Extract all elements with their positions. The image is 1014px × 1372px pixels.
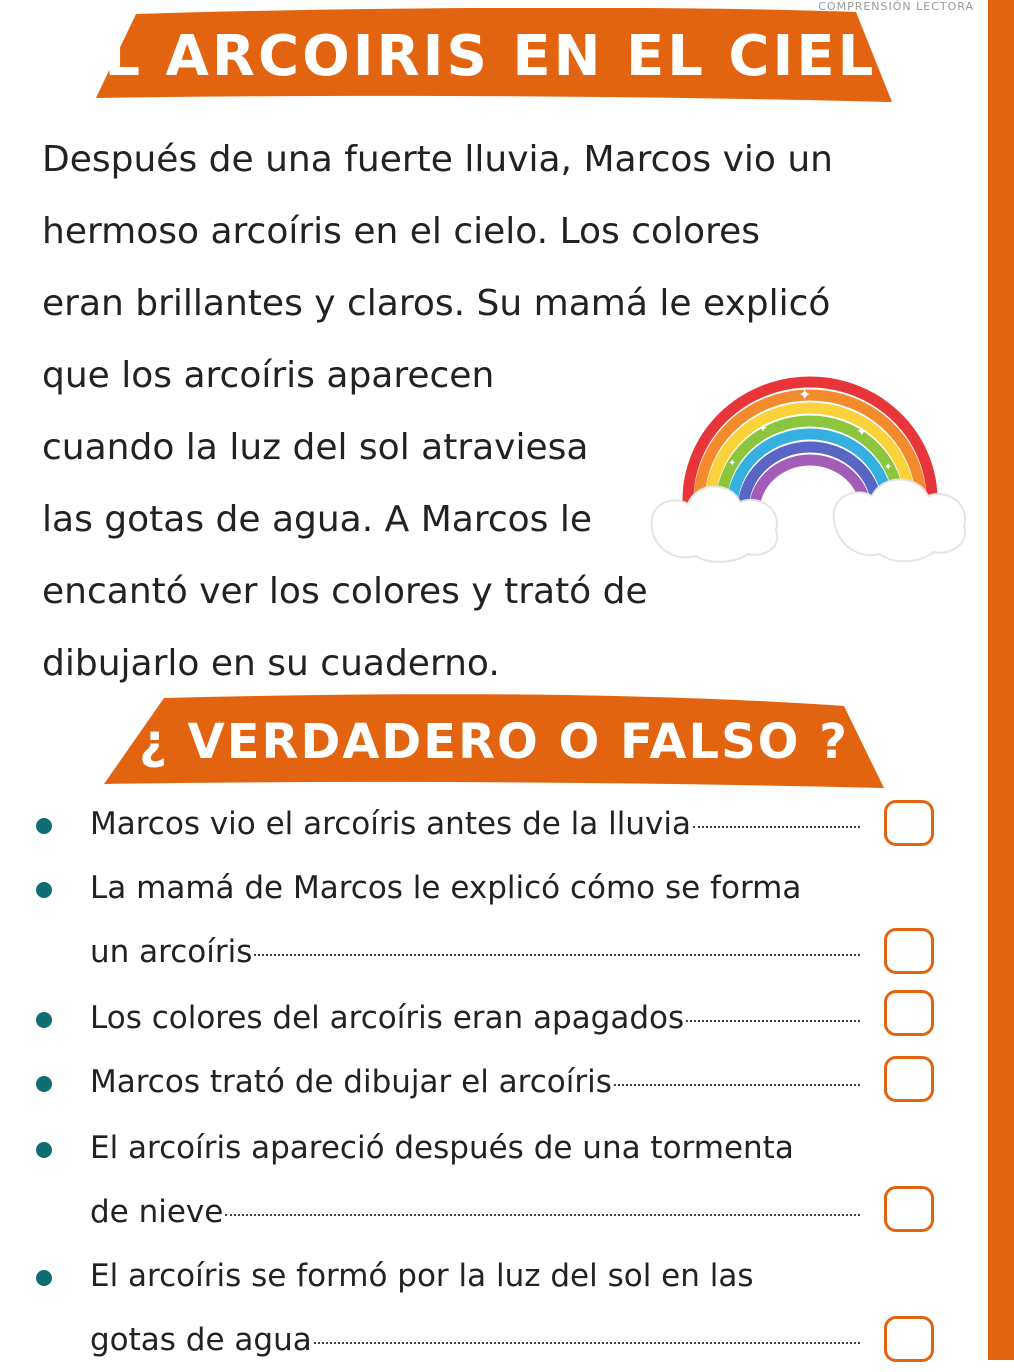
- bullet-icon: [36, 1012, 52, 1028]
- dotted-leader: [686, 1020, 860, 1022]
- title-banner: [63, 8, 925, 104]
- story-line: las gotas de agua. A Marcos le: [42, 499, 593, 540]
- quiz-title: ¿ VERDADERO O FALSO ?: [138, 714, 849, 770]
- answer-checkbox[interactable]: [884, 1186, 934, 1232]
- dotted-leader: [693, 826, 860, 828]
- answer-checkbox[interactable]: [884, 928, 934, 974]
- dotted-leader: [254, 954, 860, 956]
- statement-text: El arcoíris apareció después de una tormenta: [90, 1130, 794, 1166]
- story-line: Después de una fuerte lluvia, Marcos vio un: [42, 139, 833, 180]
- answer-checkbox[interactable]: [884, 990, 934, 1036]
- statement-text: de nieve: [90, 1194, 224, 1230]
- bullet-icon: [36, 1142, 52, 1158]
- answer-checkbox[interactable]: [884, 1316, 934, 1362]
- bullet-icon: [36, 818, 52, 834]
- statement-text: La mamá de Marcos le explicó cómo se forma: [90, 870, 802, 906]
- header-tag: COMPRENSIÓN LECTORA: [818, 0, 974, 13]
- bullet-icon: [36, 882, 52, 898]
- svg-text:✦: ✦: [798, 385, 812, 404]
- bullet-icon: [36, 1270, 52, 1286]
- svg-text:✦: ✦: [728, 458, 737, 469]
- story-line: hermoso arcoíris en el cielo. Los colores: [42, 211, 760, 252]
- rainbow-with-clouds-icon: [648, 370, 972, 570]
- svg-text:✦: ✦: [856, 424, 868, 440]
- page-title: EL ARCOIRIS EN EL CIELO: [63, 23, 925, 89]
- statement-text: un arcoíris: [90, 934, 253, 970]
- page-border: [988, 0, 1014, 1360]
- statement-text: Marcos trató de dibujar el arcoíris: [90, 1064, 612, 1100]
- statement-text: Los colores del arcoíris eran apagados: [90, 1000, 685, 1036]
- story-line: que los arcoíris aparecen: [42, 355, 495, 396]
- svg-text:✦: ✦: [884, 462, 893, 473]
- answer-checkbox[interactable]: [884, 1056, 934, 1102]
- statement-text: gotas de agua: [90, 1322, 312, 1358]
- dotted-leader: [225, 1214, 860, 1216]
- answer-checkbox[interactable]: [884, 800, 934, 846]
- statement-text: El arcoíris se formó por la luz del sol en las: [90, 1258, 754, 1294]
- story-line: dibujarlo en su cuaderno.: [42, 643, 500, 684]
- statement-text: Marcos vio el arcoíris antes de la lluvia: [90, 806, 691, 842]
- quiz-banner: [104, 694, 884, 790]
- dotted-leader: [314, 1342, 860, 1344]
- dotted-leader: [614, 1084, 860, 1086]
- story-line: encantó ver los colores y trató de: [42, 571, 648, 612]
- bullet-icon: [36, 1076, 52, 1092]
- story-line: eran brillantes y claros. Su mamá le explicó: [42, 283, 831, 324]
- story-line: cuando la luz del sol atraviesa: [42, 427, 589, 468]
- svg-text:✦: ✦: [758, 421, 769, 435]
